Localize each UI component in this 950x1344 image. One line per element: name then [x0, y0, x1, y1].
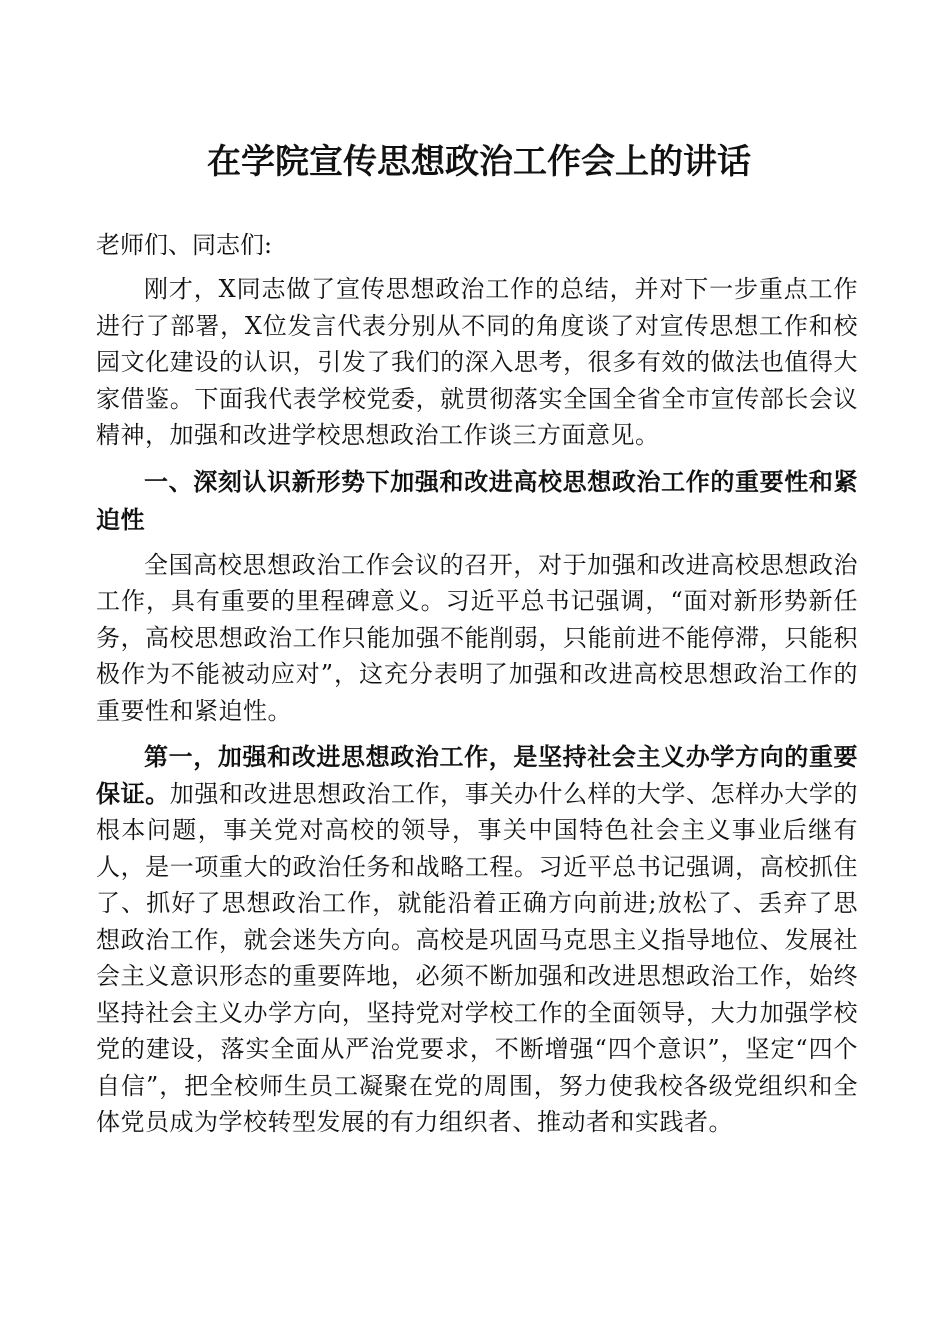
document-page [96, 140, 858, 1141]
paragraph-first-point [96, 739, 858, 1141]
salutation: 老师们、同志们: [96, 231, 273, 259]
paragraph-importance: 全国高校思想政治工作会议的召开，对于加强和改进高校思想政治工作，具有重要的里程碑意义。习近平总书记强调，“面对新形势新任务，高校思想政治工作只能加强不能削弱，只能前进不能停滞，只能积极作为不能被动应对”，这充分表明了加强和改进高校思想政治工作的重要性和紧迫性。 [96, 550, 858, 725]
paragraph-first-point-lead: 第一，加强和改进思想政治工作，是坚持社会主义办学方向的重要保证。 [96, 742, 858, 808]
section-heading-1: 一、深刻认识新形势下加强和改进高校思想政治工作的重要性和紧迫性 [96, 466, 858, 534]
document-title: 在学院宣传思想政治工作会上的讲话 [207, 142, 751, 182]
paragraph-first-point-body: 加强和改进思想政治工作，事关办什么样的大学、怎样办大学的根本问题，事关党对高校的领导，事关中国特色社会主义事业后继有人，是一项重大的政治任务和战略工程。习近平总书记强调，高校抓住了、抓好了思想政治工作，就能沿着正确方向前进;放松了、丢弃了思想政治工作，就会迷失方向。高校是巩固马克思主义指导地位、发展社会主义意识形态的重要阵地，必须不断加强和改进思想政治工作，始终坚持社会主义办学方向，坚持党对学校工作的全面领导，大力加强学校党的建设，落实全面从严治党要求，不断增强“四个意识”，坚定“四个自信”，把全校师生员工凝聚在党的周围，努力使我校各级党组织和全体党员成为学校转型发展的有力组织者、推动者和实践者。 [96, 779, 858, 1136]
paragraph-opening: 刚才，X同志做了宣传思想政治工作的总结，并对下一步重点工作进行了部署，X位发言代表分别从不同的角度谈了对宣传思想工作和校园文化建设的认识，引发了我们的深入思考，很多有效的做法也值得大家借鉴。下面我代表学校党委，就贯彻落实全国全省全市宣传部长会议精神，加强和改进学校思想政治工作谈三方面意见。 [96, 275, 858, 449]
